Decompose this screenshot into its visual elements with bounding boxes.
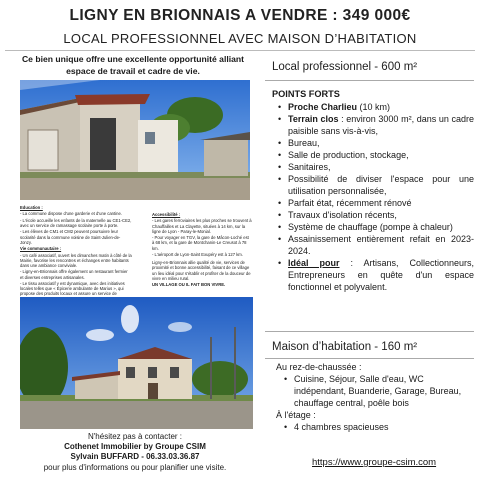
agent-phone[interactable]: Sylvain BUFFARD - 06.33.03.36.87	[70, 452, 200, 461]
contact-intro: N'hésitez pas à contacter :	[87, 432, 183, 441]
intro-line-1: Ce bien unique offre une excellente opportunité alliant	[21, 54, 245, 64]
accessibility-line: - Pour voyager en TGV, la gare de Mâcon-Loché est à 68 km, et la gare de Montchanin-Le Creusot à 78 km.	[152, 235, 249, 251]
website-link[interactable]: https://www.groupe-csim.com	[312, 457, 437, 468]
local-section-title: Local professionnel - 600 m²	[272, 61, 418, 73]
intro-line-2: espace de travail et cadre de vie.	[66, 66, 200, 76]
feature-item: • Terrain clos : environ 3000 m², dans un cadre paisible sans vis-à-vis,	[278, 113, 474, 137]
warehouse-photo	[20, 80, 250, 200]
community-heading: Vie communautaire :	[20, 246, 62, 252]
feature-item: • Travaux d'isolation récents,	[278, 209, 474, 221]
feature-item: • Proche Charlieu (10 km)	[278, 101, 474, 113]
accessibility-line: - L'aéroport de Lyon-Saint Exupéry est à 127 km.	[152, 251, 243, 257]
etage-label: À l'étage :	[276, 410, 316, 420]
accessibility-heading: Accessibilité :	[152, 212, 181, 217]
education-info	[20, 205, 132, 303]
feature-item: • Parfait état, récemment rénové	[278, 197, 474, 209]
education-heading: Education :	[20, 205, 43, 210]
section-divider	[265, 80, 474, 81]
etage-item: • 4 chambres spacieuses	[284, 421, 474, 433]
points-forts-title: POINTS FORTS	[272, 89, 340, 99]
listing-subtitle: LOCAL PROFESSIONNEL AVEC MAISON D’HABITATION	[63, 31, 417, 46]
education-line: - La commune dispose d'une garderie et d'une cantine.	[20, 211, 122, 217]
village-slogan: UN VILLAGE OU IL FAIT BON VIVRE.	[152, 282, 226, 288]
feature-item-ideal: • Idéal pour : Artisans, Collectionneurs, Entrepreneurs en quête d'un espace fonctionnel et polyvalent.	[278, 257, 474, 293]
rdc-label: Au rez-de-chaussée :	[276, 362, 362, 372]
header-divider	[5, 50, 475, 51]
feature-item: • Système de chauffage (pompe à chaleur)	[278, 221, 474, 233]
feature-item: • Sanitaires,	[278, 161, 474, 173]
community-line: - Un café associatif, ouvert les dimanches matin à côté de la Mairie, favorise les rencontres et échanges entre habitants dans une ambiance conviviale.	[20, 252, 132, 268]
section-divider	[265, 358, 474, 359]
section-divider	[265, 331, 474, 332]
maison-details	[276, 361, 474, 433]
feature-item: • Possibilité de diviser l'espace pour une utilisation personnalisée,	[278, 173, 474, 197]
maison-section-title: Maison d’habitation - 160 m²	[272, 341, 418, 353]
accessibility-info	[152, 212, 252, 289]
community-line: - Ligny-en-Brionnais offre également un restaurant fermier et diverses entreprises artisanales.	[20, 269, 128, 280]
feature-item: • Bureau,	[278, 137, 474, 149]
features-list	[278, 101, 474, 293]
house-photo	[20, 297, 253, 429]
intro-text	[8, 53, 258, 77]
agency-name: Cothenet Immobilier by Groupe CSIM	[64, 442, 206, 451]
accessibility-line: - Les gares ferroviaires les plus proches se trouvent à Chauffailles et La Clayette, situées à 14 km, sur la ligne de Lyon - Paray-le-Monial.	[152, 218, 252, 234]
contact-block	[10, 432, 260, 473]
rdc-item: • Cuisine, Séjour, Salle d'eau, WC indépendant, Buanderie, Garage, Bureau, chauffage central, poêle bois	[284, 373, 474, 409]
education-line: - L'école accueille les enfants de la maternelle au CE1-CE2, avec un service de ramassage scolaire porte à porte.	[20, 217, 132, 228]
education-line: - Les élèves de CM1 et CM2 peuvent poursuivre leur scolarité dans la commune voisine de Saint-Julien-de-Jonzy.	[20, 229, 121, 245]
contact-outro: pour plus d'informations ou pour planifier une visite.	[43, 463, 227, 472]
community-line: - Le tissu associatif y est dynamique, avec des initiatives locales telles que « Épicerie ambulante de Marius », qui propose des produits locaux et assure un service de	[20, 280, 125, 297]
listing-title: LIGNY EN BRIONNAIS A VENDRE : 349 000€	[69, 7, 411, 24]
village-summary: Ligny-en-Brionnais allie qualité de vie, services de proximité et bonne accessibilité, faisant de ce village un lieu idéal pour s'établir et profiter de la douceur de vivre en milieu rural.	[152, 260, 251, 281]
feature-item: • Salle de production, stockage,	[278, 149, 474, 161]
feature-item: • Assainissement entièrement refait en 2023-2024.	[278, 233, 474, 257]
